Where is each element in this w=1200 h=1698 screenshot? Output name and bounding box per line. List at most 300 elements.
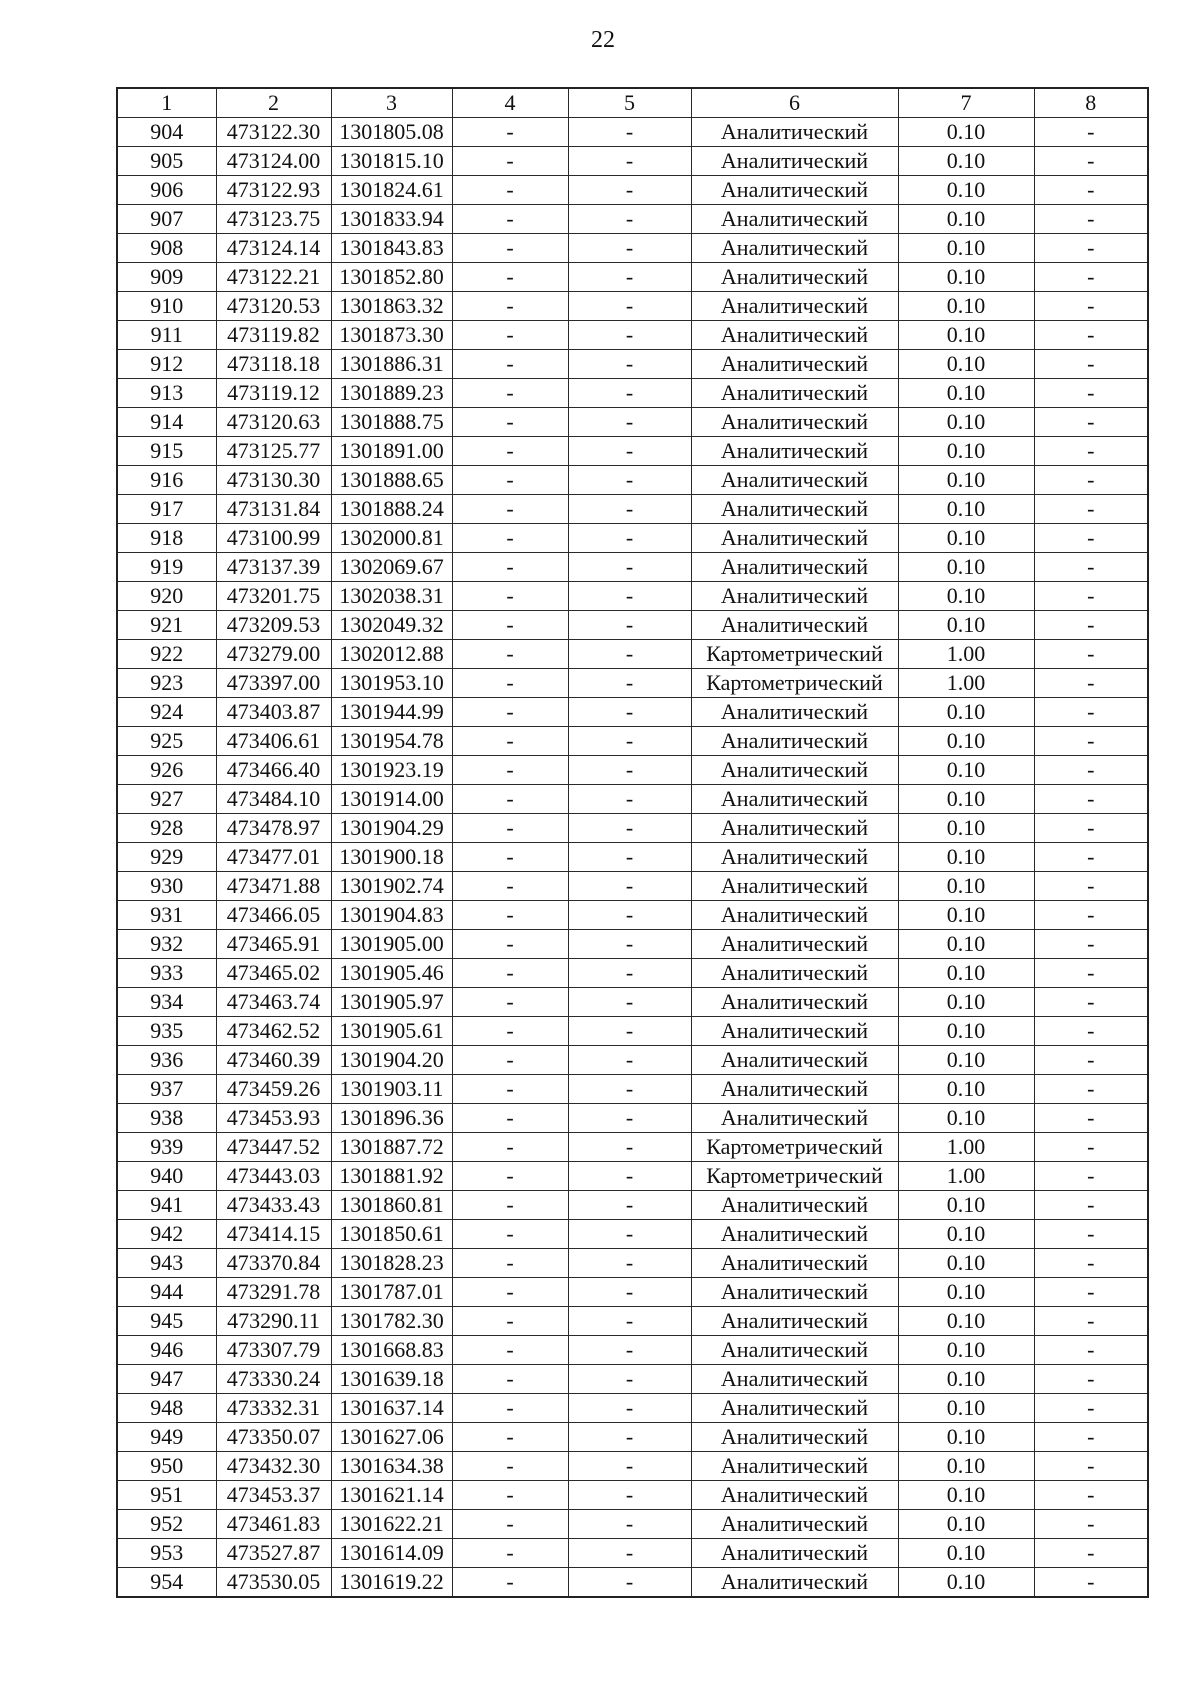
y-coordinate: 1301904.83 <box>331 901 452 930</box>
column-5-value: - <box>568 1017 691 1046</box>
accuracy: 1.00 <box>898 1162 1034 1191</box>
x-coordinate: 473459.26 <box>216 1075 331 1104</box>
column-4-value: - <box>452 582 568 611</box>
x-coordinate: 473527.87 <box>216 1539 331 1568</box>
x-coordinate: 473370.84 <box>216 1249 331 1278</box>
x-coordinate: 473100.99 <box>216 524 331 553</box>
table-row <box>117 553 1148 582</box>
y-coordinate: 1301873.30 <box>331 321 452 350</box>
x-coordinate: 473123.75 <box>216 205 331 234</box>
x-coordinate: 473466.40 <box>216 756 331 785</box>
accuracy: 0.10 <box>898 1365 1034 1394</box>
column-4-value: - <box>452 814 568 843</box>
column-4-value: - <box>452 1249 568 1278</box>
point-number: 913 <box>117 379 216 408</box>
column-8-value: - <box>1034 988 1148 1017</box>
x-coordinate: 473471.88 <box>216 872 331 901</box>
method: Аналитический <box>691 1394 898 1423</box>
column-8-value: - <box>1034 872 1148 901</box>
method: Аналитический <box>691 1481 898 1510</box>
table-row <box>117 147 1148 176</box>
column-4-value: - <box>452 553 568 582</box>
y-coordinate: 1301903.11 <box>331 1075 452 1104</box>
point-number: 909 <box>117 263 216 292</box>
method: Аналитический <box>691 205 898 234</box>
column-5-value: - <box>568 814 691 843</box>
table-row <box>117 1481 1148 1510</box>
point-number: 950 <box>117 1452 216 1481</box>
x-coordinate: 473432.30 <box>216 1452 331 1481</box>
column-4-value: - <box>452 959 568 988</box>
method: Аналитический <box>691 959 898 988</box>
method: Картометрический <box>691 1162 898 1191</box>
accuracy: 0.10 <box>898 1539 1034 1568</box>
point-number: 941 <box>117 1191 216 1220</box>
column-4-value: - <box>452 205 568 234</box>
column-5-value: - <box>568 263 691 292</box>
point-number: 931 <box>117 901 216 930</box>
y-coordinate: 1302069.67 <box>331 553 452 582</box>
column-5-value: - <box>568 147 691 176</box>
point-number: 933 <box>117 959 216 988</box>
x-coordinate: 473462.52 <box>216 1017 331 1046</box>
method: Аналитический <box>691 901 898 930</box>
column-8-value: - <box>1034 1017 1148 1046</box>
coordinates-table <box>116 87 1149 1598</box>
column-5-value: - <box>568 1394 691 1423</box>
x-coordinate: 473137.39 <box>216 553 331 582</box>
y-coordinate: 1301627.06 <box>331 1423 452 1452</box>
column-5-value: - <box>568 292 691 321</box>
column-4-value: - <box>452 321 568 350</box>
page-number: 22 <box>591 27 615 53</box>
x-coordinate: 473125.77 <box>216 437 331 466</box>
column-8-value: - <box>1034 1075 1148 1104</box>
point-number: 942 <box>117 1220 216 1249</box>
column-5-value: - <box>568 524 691 553</box>
y-coordinate: 1301888.75 <box>331 408 452 437</box>
point-number: 930 <box>117 872 216 901</box>
accuracy: 0.10 <box>898 147 1034 176</box>
column-5-value: - <box>568 495 691 524</box>
column-5-value: - <box>568 1075 691 1104</box>
y-coordinate: 1301953.10 <box>331 669 452 698</box>
column-5-value: - <box>568 1423 691 1452</box>
method: Аналитический <box>691 1017 898 1046</box>
column-5-value: - <box>568 611 691 640</box>
x-coordinate: 473330.24 <box>216 1365 331 1394</box>
column-8-value: - <box>1034 640 1148 669</box>
table-row <box>117 1220 1148 1249</box>
point-number: 936 <box>117 1046 216 1075</box>
y-coordinate: 1301900.18 <box>331 843 452 872</box>
x-coordinate: 473460.39 <box>216 1046 331 1075</box>
x-coordinate: 473120.53 <box>216 292 331 321</box>
point-number: 921 <box>117 611 216 640</box>
y-coordinate: 1301905.97 <box>331 988 452 1017</box>
column-5-value: - <box>568 234 691 263</box>
column-5-value: - <box>568 379 691 408</box>
table-row <box>117 1017 1148 1046</box>
point-number: 932 <box>117 930 216 959</box>
method: Картометрический <box>691 1133 898 1162</box>
accuracy: 0.10 <box>898 1191 1034 1220</box>
method: Аналитический <box>691 553 898 582</box>
x-coordinate: 473119.12 <box>216 379 331 408</box>
x-coordinate: 473453.37 <box>216 1481 331 1510</box>
x-coordinate: 473447.52 <box>216 1133 331 1162</box>
column-4-value: - <box>452 669 568 698</box>
accuracy: 1.00 <box>898 669 1034 698</box>
table-row <box>117 669 1148 698</box>
column-8-value: - <box>1034 1307 1148 1336</box>
column-4-value: - <box>452 1365 568 1394</box>
table-row <box>117 988 1148 1017</box>
x-coordinate: 473477.01 <box>216 843 331 872</box>
point-number: 938 <box>117 1104 216 1133</box>
table-row <box>117 1278 1148 1307</box>
y-coordinate: 1301860.81 <box>331 1191 452 1220</box>
y-coordinate: 1301923.19 <box>331 756 452 785</box>
y-coordinate: 1301668.83 <box>331 1336 452 1365</box>
y-coordinate: 1301905.46 <box>331 959 452 988</box>
accuracy: 0.10 <box>898 727 1034 756</box>
x-coordinate: 473290.11 <box>216 1307 331 1336</box>
table-row <box>117 1394 1148 1423</box>
column-header: 7 <box>898 88 1034 118</box>
column-8-value: - <box>1034 118 1148 147</box>
column-4-value: - <box>452 611 568 640</box>
x-coordinate: 473130.30 <box>216 466 331 495</box>
column-5-value: - <box>568 1452 691 1481</box>
column-4-value: - <box>452 640 568 669</box>
point-number: 948 <box>117 1394 216 1423</box>
table-row <box>117 205 1148 234</box>
column-4-value: - <box>452 756 568 785</box>
point-number: 918 <box>117 524 216 553</box>
column-header: 2 <box>216 88 331 118</box>
column-5-value: - <box>568 582 691 611</box>
column-5-value: - <box>568 1133 691 1162</box>
column-5-value: - <box>568 959 691 988</box>
column-8-value: - <box>1034 698 1148 727</box>
column-5-value: - <box>568 1220 691 1249</box>
method: Аналитический <box>691 234 898 263</box>
y-coordinate: 1301787.01 <box>331 1278 452 1307</box>
column-8-value: - <box>1034 843 1148 872</box>
method: Аналитический <box>691 1452 898 1481</box>
column-4-value: - <box>452 1191 568 1220</box>
method: Аналитический <box>691 1191 898 1220</box>
column-8-value: - <box>1034 263 1148 292</box>
accuracy: 0.10 <box>898 1249 1034 1278</box>
table-row <box>117 1510 1148 1539</box>
y-coordinate: 1301619.22 <box>331 1568 452 1598</box>
point-number: 920 <box>117 582 216 611</box>
table-row <box>117 1075 1148 1104</box>
accuracy: 0.10 <box>898 988 1034 1017</box>
accuracy: 0.10 <box>898 1394 1034 1423</box>
column-5-value: - <box>568 466 691 495</box>
point-number: 927 <box>117 785 216 814</box>
method: Картометрический <box>691 640 898 669</box>
column-4-value: - <box>452 1394 568 1423</box>
method: Аналитический <box>691 843 898 872</box>
column-8-value: - <box>1034 1481 1148 1510</box>
table-row <box>117 176 1148 205</box>
point-number: 905 <box>117 147 216 176</box>
table-row <box>117 843 1148 872</box>
accuracy: 1.00 <box>898 640 1034 669</box>
column-5-value: - <box>568 698 691 727</box>
y-coordinate: 1301863.32 <box>331 292 452 321</box>
accuracy: 0.10 <box>898 292 1034 321</box>
column-8-value: - <box>1034 176 1148 205</box>
table-row <box>117 118 1148 147</box>
y-coordinate: 1301887.72 <box>331 1133 452 1162</box>
x-coordinate: 473332.31 <box>216 1394 331 1423</box>
accuracy: 0.10 <box>898 785 1034 814</box>
method: Аналитический <box>691 756 898 785</box>
accuracy: 0.10 <box>898 234 1034 263</box>
point-number: 926 <box>117 756 216 785</box>
table-row <box>117 350 1148 379</box>
point-number: 939 <box>117 1133 216 1162</box>
x-coordinate: 473131.84 <box>216 495 331 524</box>
column-8-value: - <box>1034 1423 1148 1452</box>
x-coordinate: 473465.91 <box>216 930 331 959</box>
point-number: 908 <box>117 234 216 263</box>
column-4-value: - <box>452 495 568 524</box>
accuracy: 0.10 <box>898 1336 1034 1365</box>
y-coordinate: 1301850.61 <box>331 1220 452 1249</box>
method: Аналитический <box>691 147 898 176</box>
method: Аналитический <box>691 1568 898 1598</box>
column-4-value: - <box>452 1307 568 1336</box>
x-coordinate: 473122.21 <box>216 263 331 292</box>
accuracy: 0.10 <box>898 1220 1034 1249</box>
method: Аналитический <box>691 1510 898 1539</box>
table-row <box>117 959 1148 988</box>
accuracy: 0.10 <box>898 205 1034 234</box>
column-5-value: - <box>568 205 691 234</box>
y-coordinate: 1301843.83 <box>331 234 452 263</box>
column-8-value: - <box>1034 1133 1148 1162</box>
column-4-value: - <box>452 1423 568 1452</box>
column-5-value: - <box>568 872 691 901</box>
column-5-value: - <box>568 843 691 872</box>
y-coordinate: 1301914.00 <box>331 785 452 814</box>
column-8-value: - <box>1034 321 1148 350</box>
column-4-value: - <box>452 1133 568 1162</box>
method: Аналитический <box>691 814 898 843</box>
accuracy: 0.10 <box>898 582 1034 611</box>
table-row <box>117 524 1148 553</box>
method: Аналитический <box>691 437 898 466</box>
x-coordinate: 473124.14 <box>216 234 331 263</box>
x-coordinate: 473478.97 <box>216 814 331 843</box>
method: Аналитический <box>691 785 898 814</box>
column-5-value: - <box>568 727 691 756</box>
y-coordinate: 1301852.80 <box>331 263 452 292</box>
accuracy: 0.10 <box>898 379 1034 408</box>
column-header: 3 <box>331 88 452 118</box>
column-5-value: - <box>568 930 691 959</box>
method: Аналитический <box>691 1046 898 1075</box>
column-8-value: - <box>1034 1162 1148 1191</box>
table-row <box>117 901 1148 930</box>
point-number: 922 <box>117 640 216 669</box>
accuracy: 0.10 <box>898 1104 1034 1133</box>
column-8-value: - <box>1034 495 1148 524</box>
column-5-value: - <box>568 1481 691 1510</box>
table-row <box>117 698 1148 727</box>
method: Аналитический <box>691 1539 898 1568</box>
table-row <box>117 1162 1148 1191</box>
y-coordinate: 1301805.08 <box>331 118 452 147</box>
table-row <box>117 1046 1148 1075</box>
method: Аналитический <box>691 350 898 379</box>
column-header: 6 <box>691 88 898 118</box>
y-coordinate: 1301634.38 <box>331 1452 452 1481</box>
x-coordinate: 473307.79 <box>216 1336 331 1365</box>
column-8-value: - <box>1034 727 1148 756</box>
method: Аналитический <box>691 495 898 524</box>
column-8-value: - <box>1034 408 1148 437</box>
column-5-value: - <box>568 1191 691 1220</box>
y-coordinate: 1301904.20 <box>331 1046 452 1075</box>
method: Аналитический <box>691 930 898 959</box>
point-number: 944 <box>117 1278 216 1307</box>
method: Аналитический <box>691 1307 898 1336</box>
column-4-value: - <box>452 524 568 553</box>
y-coordinate: 1301944.99 <box>331 698 452 727</box>
accuracy: 0.10 <box>898 814 1034 843</box>
column-5-value: - <box>568 988 691 1017</box>
column-4-value: - <box>452 1481 568 1510</box>
column-8-value: - <box>1034 930 1148 959</box>
point-number: 947 <box>117 1365 216 1394</box>
column-5-value: - <box>568 1539 691 1568</box>
method: Аналитический <box>691 988 898 1017</box>
accuracy: 0.10 <box>898 524 1034 553</box>
column-5-value: - <box>568 437 691 466</box>
column-5-value: - <box>568 756 691 785</box>
x-coordinate: 473463.74 <box>216 988 331 1017</box>
accuracy: 0.10 <box>898 263 1034 292</box>
column-4-value: - <box>452 872 568 901</box>
accuracy: 1.00 <box>898 1133 1034 1162</box>
point-number: 915 <box>117 437 216 466</box>
x-coordinate: 473530.05 <box>216 1568 331 1598</box>
y-coordinate: 1301614.09 <box>331 1539 452 1568</box>
y-coordinate: 1301954.78 <box>331 727 452 756</box>
header-row <box>117 88 1148 118</box>
method: Аналитический <box>691 176 898 205</box>
column-8-value: - <box>1034 205 1148 234</box>
point-number: 951 <box>117 1481 216 1510</box>
column-4-value: - <box>452 698 568 727</box>
column-4-value: - <box>452 234 568 263</box>
table-row <box>117 640 1148 669</box>
method: Аналитический <box>691 524 898 553</box>
method: Аналитический <box>691 611 898 640</box>
accuracy: 0.10 <box>898 1017 1034 1046</box>
y-coordinate: 1301904.29 <box>331 814 452 843</box>
column-8-value: - <box>1034 1191 1148 1220</box>
x-coordinate: 473122.93 <box>216 176 331 205</box>
column-8-value: - <box>1034 582 1148 611</box>
x-coordinate: 473414.15 <box>216 1220 331 1249</box>
x-coordinate: 473279.00 <box>216 640 331 669</box>
table-row <box>117 582 1148 611</box>
column-5-value: - <box>568 1162 691 1191</box>
y-coordinate: 1301888.65 <box>331 466 452 495</box>
y-coordinate: 1301881.92 <box>331 1162 452 1191</box>
column-8-value: - <box>1034 1568 1148 1598</box>
y-coordinate: 1301905.61 <box>331 1017 452 1046</box>
table-row <box>117 234 1148 263</box>
column-4-value: - <box>452 350 568 379</box>
accuracy: 0.10 <box>898 1075 1034 1104</box>
column-5-value: - <box>568 1046 691 1075</box>
accuracy: 0.10 <box>898 466 1034 495</box>
column-8-value: - <box>1034 1278 1148 1307</box>
accuracy: 0.10 <box>898 901 1034 930</box>
table-row <box>117 1307 1148 1336</box>
y-coordinate: 1301824.61 <box>331 176 452 205</box>
column-5-value: - <box>568 118 691 147</box>
method: Аналитический <box>691 872 898 901</box>
y-coordinate: 1301639.18 <box>331 1365 452 1394</box>
accuracy: 0.10 <box>898 1307 1034 1336</box>
column-5-value: - <box>568 321 691 350</box>
column-5-value: - <box>568 1307 691 1336</box>
column-4-value: - <box>452 379 568 408</box>
column-4-value: - <box>452 988 568 1017</box>
accuracy: 0.10 <box>898 1510 1034 1539</box>
y-coordinate: 1302012.88 <box>331 640 452 669</box>
table-row <box>117 292 1148 321</box>
column-4-value: - <box>452 1568 568 1598</box>
table-row <box>117 1452 1148 1481</box>
table-row <box>117 727 1148 756</box>
column-4-value: - <box>452 466 568 495</box>
table-row <box>117 1249 1148 1278</box>
y-coordinate: 1301891.00 <box>331 437 452 466</box>
y-coordinate: 1302000.81 <box>331 524 452 553</box>
column-4-value: - <box>452 727 568 756</box>
table-row <box>117 814 1148 843</box>
column-8-value: - <box>1034 1394 1148 1423</box>
table-row <box>117 408 1148 437</box>
x-coordinate: 473466.05 <box>216 901 331 930</box>
column-8-value: - <box>1034 553 1148 582</box>
y-coordinate: 1301902.74 <box>331 872 452 901</box>
method: Картометрический <box>691 669 898 698</box>
accuracy: 0.10 <box>898 1452 1034 1481</box>
y-coordinate: 1301888.24 <box>331 495 452 524</box>
column-4-value: - <box>452 437 568 466</box>
x-coordinate: 473443.03 <box>216 1162 331 1191</box>
column-5-value: - <box>568 640 691 669</box>
table-row <box>117 756 1148 785</box>
point-number: 914 <box>117 408 216 437</box>
column-4-value: - <box>452 1104 568 1133</box>
column-4-value: - <box>452 1220 568 1249</box>
table-row <box>117 872 1148 901</box>
column-4-value: - <box>452 118 568 147</box>
